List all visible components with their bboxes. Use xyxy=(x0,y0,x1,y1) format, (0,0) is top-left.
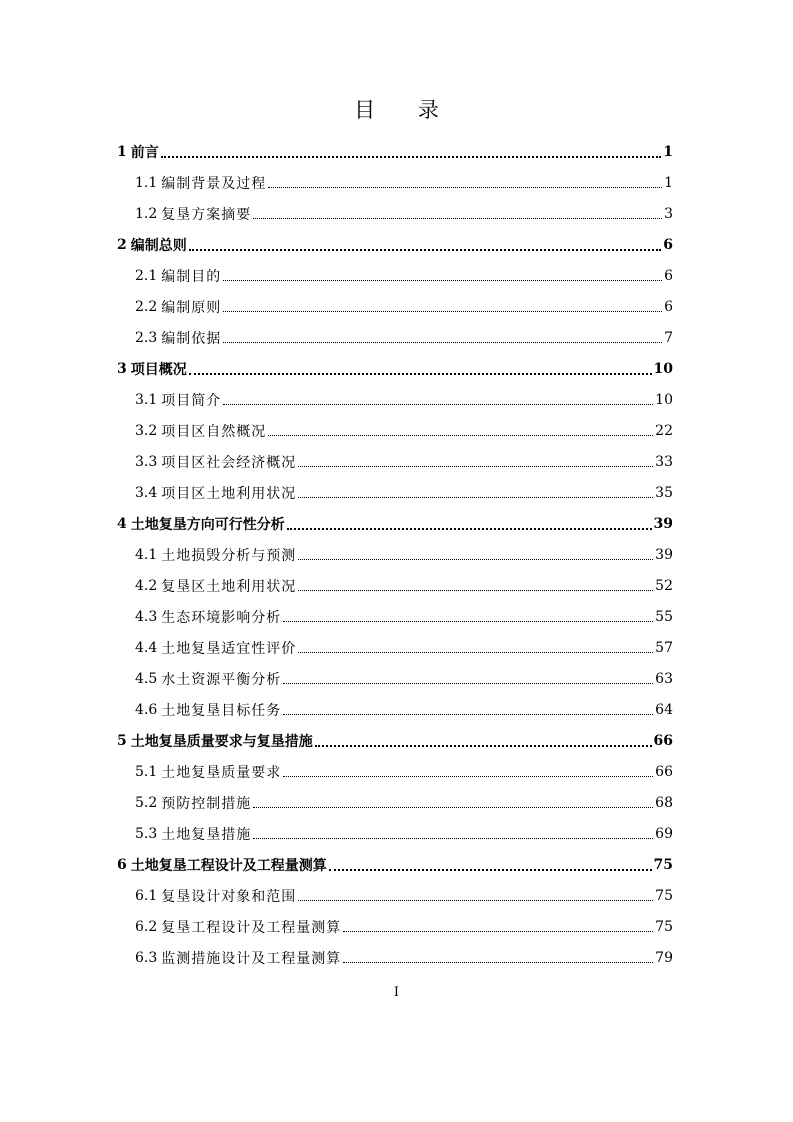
toc-entry-number: 5 xyxy=(117,732,127,749)
toc-chapter-entry[interactable] xyxy=(117,725,673,756)
toc-section-entry[interactable] xyxy=(117,384,673,415)
toc-entry-title: 编制原则 xyxy=(161,299,222,316)
toc-dot-leader xyxy=(189,235,662,251)
toc-entry-title: 生态环境影响分析 xyxy=(161,609,282,626)
toc-dot-leader xyxy=(298,638,653,653)
toc-entry-number: 4.4 xyxy=(135,639,158,656)
toc-dot-leader xyxy=(298,576,653,591)
toc-section-entry[interactable] xyxy=(117,167,673,198)
toc-entry-title: 编制总则 xyxy=(130,237,187,254)
toc-dot-leader xyxy=(223,266,662,281)
toc-section-entry[interactable] xyxy=(117,787,673,818)
toc-entry-title: 土地复垦质量要求 xyxy=(161,764,282,781)
toc-dot-leader xyxy=(283,700,653,715)
toc-entry-number: 6.3 xyxy=(135,949,158,966)
toc-section-entry[interactable] xyxy=(117,601,673,632)
toc-section-entry[interactable] xyxy=(117,942,673,973)
toc-dot-leader xyxy=(223,328,662,343)
toc-section-entry[interactable] xyxy=(117,539,673,570)
toc-section-entry[interactable] xyxy=(117,632,673,663)
toc-entry-title: 土地复垦措施 xyxy=(161,826,252,843)
toc-dot-leader xyxy=(298,545,653,560)
toc-entry-title: 土地损毁分析与预测 xyxy=(161,547,297,564)
toc-entry-number: 1.2 xyxy=(135,205,158,222)
toc-entry-title: 土地复垦适宜性评价 xyxy=(161,640,297,657)
toc-title: 目 录 xyxy=(354,98,457,122)
toc-section-entry[interactable] xyxy=(117,415,673,446)
toc-section-entry[interactable] xyxy=(117,570,673,601)
toc-dot-leader xyxy=(298,886,653,901)
toc-entry-number: 4.5 xyxy=(135,670,158,687)
toc-chapter-entry[interactable] xyxy=(117,508,673,539)
toc-entry-number: 1.1 xyxy=(135,174,158,191)
toc-entry-title: 复垦工程设计及工程量测算 xyxy=(161,919,342,936)
toc-entry-title: 土地复垦目标任务 xyxy=(161,702,282,719)
toc-entry-page: 75 xyxy=(653,856,673,873)
toc-entry-number: 2.2 xyxy=(135,298,158,315)
toc-entry-page: 57 xyxy=(655,639,673,656)
toc-chapter-entry[interactable] xyxy=(117,849,673,880)
toc-dot-leader xyxy=(253,204,662,219)
toc-entry-number: 6.1 xyxy=(135,887,158,904)
toc-entry-number: 4.2 xyxy=(135,577,158,594)
toc-entry-title: 复垦设计对象和范围 xyxy=(161,888,297,905)
toc-dot-leader xyxy=(343,948,653,963)
toc-section-entry[interactable] xyxy=(117,477,673,508)
toc-entry-page: 66 xyxy=(653,732,673,749)
toc-entry-number: 5.3 xyxy=(135,825,158,842)
toc-chapter-entry[interactable] xyxy=(117,229,673,260)
toc-entry-number: 6.2 xyxy=(135,918,158,935)
toc-entry-title: 监测措施设计及工程量测算 xyxy=(161,950,342,967)
toc-entry-number: 4.1 xyxy=(135,546,158,563)
toc-entry-number: 4.3 xyxy=(135,608,158,625)
toc-entry-page: 10 xyxy=(655,391,673,408)
toc-section-entry[interactable] xyxy=(117,694,673,725)
toc-entry-page: 1 xyxy=(664,174,673,191)
toc-dot-leader xyxy=(287,514,652,530)
toc-section-entry[interactable] xyxy=(117,322,673,353)
toc-entry-page: 39 xyxy=(653,515,673,532)
toc-entry-number: 3.2 xyxy=(135,422,158,439)
toc-dot-leader xyxy=(253,824,653,839)
toc-dot-leader xyxy=(161,142,662,158)
toc-entry-page: 55 xyxy=(655,608,673,625)
footer-page-number: I xyxy=(393,985,400,1000)
toc-entry-page: 33 xyxy=(655,453,673,470)
toc-dot-leader xyxy=(253,793,653,808)
toc-dot-leader xyxy=(189,359,652,375)
toc-dot-leader xyxy=(283,669,653,684)
toc-dot-leader xyxy=(298,483,653,498)
toc-entry-page: 10 xyxy=(653,360,673,377)
toc-dot-leader xyxy=(268,421,653,436)
toc-entry-title: 项目区土地利用状况 xyxy=(161,485,297,502)
toc-entry-page: 7 xyxy=(664,329,673,346)
toc-section-entry[interactable] xyxy=(117,291,673,322)
toc-entry-page: 63 xyxy=(655,670,673,687)
toc-entry-number: 5.2 xyxy=(135,794,158,811)
toc-section-entry[interactable] xyxy=(117,446,673,477)
toc-entry-page: 6 xyxy=(664,267,673,284)
toc-section-entry[interactable] xyxy=(117,880,673,911)
toc-dot-leader xyxy=(283,607,653,622)
toc-list xyxy=(117,136,673,973)
toc-entry-page: 64 xyxy=(655,701,673,718)
toc-entry-page: 75 xyxy=(655,887,673,904)
toc-entry-page: 52 xyxy=(655,577,673,594)
toc-entry-title: 水土资源平衡分析 xyxy=(161,671,282,688)
toc-entry-title: 编制背景及过程 xyxy=(161,175,267,192)
toc-entry-page: 68 xyxy=(655,794,673,811)
toc-entry-title: 项目简介 xyxy=(161,392,222,409)
toc-entry-title: 项目区社会经济概况 xyxy=(161,454,297,471)
toc-entry-number: 5.1 xyxy=(135,763,158,780)
toc-entry-title: 土地复垦质量要求与复垦措施 xyxy=(130,733,313,750)
toc-entry-title: 编制目的 xyxy=(161,268,222,285)
toc-dot-leader xyxy=(268,173,662,188)
toc-entry-number: 2 xyxy=(117,236,127,253)
toc-entry-page: 39 xyxy=(655,546,673,563)
toc-entry-number: 2.3 xyxy=(135,329,158,346)
toc-entry-number: 3 xyxy=(117,360,127,377)
toc-entry-title: 前言 xyxy=(130,144,159,161)
toc-dot-leader xyxy=(298,452,653,467)
toc-entry-number: 3.3 xyxy=(135,453,158,470)
toc-section-entry[interactable] xyxy=(117,198,673,229)
toc-section-entry[interactable] xyxy=(117,260,673,291)
toc-dot-leader xyxy=(343,917,653,932)
toc-chapter-entry[interactable] xyxy=(117,136,673,167)
toc-entry-page: 22 xyxy=(655,422,673,439)
toc-dot-leader xyxy=(223,390,653,405)
toc-entry-page: 75 xyxy=(655,918,673,935)
toc-section-entry[interactable] xyxy=(117,663,673,694)
toc-entry-title: 编制依据 xyxy=(161,330,222,347)
toc-entry-title: 土地复垦工程设计及工程量测算 xyxy=(130,857,327,874)
toc-entry-page: 69 xyxy=(655,825,673,842)
toc-entry-title: 项目概况 xyxy=(130,361,187,378)
toc-entry-page: 35 xyxy=(655,484,673,501)
toc-entry-title: 土地复垦方向可行性分析 xyxy=(130,516,285,533)
toc-entry-number: 3.1 xyxy=(135,391,158,408)
toc-entry-title: 复垦区土地利用状况 xyxy=(161,578,297,595)
toc-entry-page: 1 xyxy=(663,143,673,160)
toc-entry-number: 4.6 xyxy=(135,701,158,718)
toc-entry-number: 1 xyxy=(117,143,127,160)
toc-section-entry[interactable] xyxy=(117,911,673,942)
toc-entry-page: 79 xyxy=(655,949,673,966)
toc-entry-page: 66 xyxy=(655,763,673,780)
toc-entry-number: 3.4 xyxy=(135,484,158,501)
toc-section-entry[interactable] xyxy=(117,756,673,787)
toc-dot-leader xyxy=(223,297,662,312)
toc-entry-number: 6 xyxy=(117,856,127,873)
toc-entry-page: 6 xyxy=(664,298,673,315)
toc-dot-leader xyxy=(315,731,652,747)
toc-chapter-entry[interactable] xyxy=(117,353,673,384)
toc-dot-leader xyxy=(283,762,653,777)
toc-entry-page: 3 xyxy=(664,205,673,222)
toc-entry-number: 4 xyxy=(117,515,127,532)
toc-section-entry[interactable] xyxy=(117,818,673,849)
toc-entry-title: 项目区自然概况 xyxy=(161,423,267,440)
toc-entry-number: 2.1 xyxy=(135,267,158,284)
toc-entry-title: 复垦方案摘要 xyxy=(161,206,252,223)
toc-entry-page: 6 xyxy=(663,236,673,253)
toc-dot-leader xyxy=(329,855,652,871)
toc-entry-title: 预防控制措施 xyxy=(161,795,252,812)
